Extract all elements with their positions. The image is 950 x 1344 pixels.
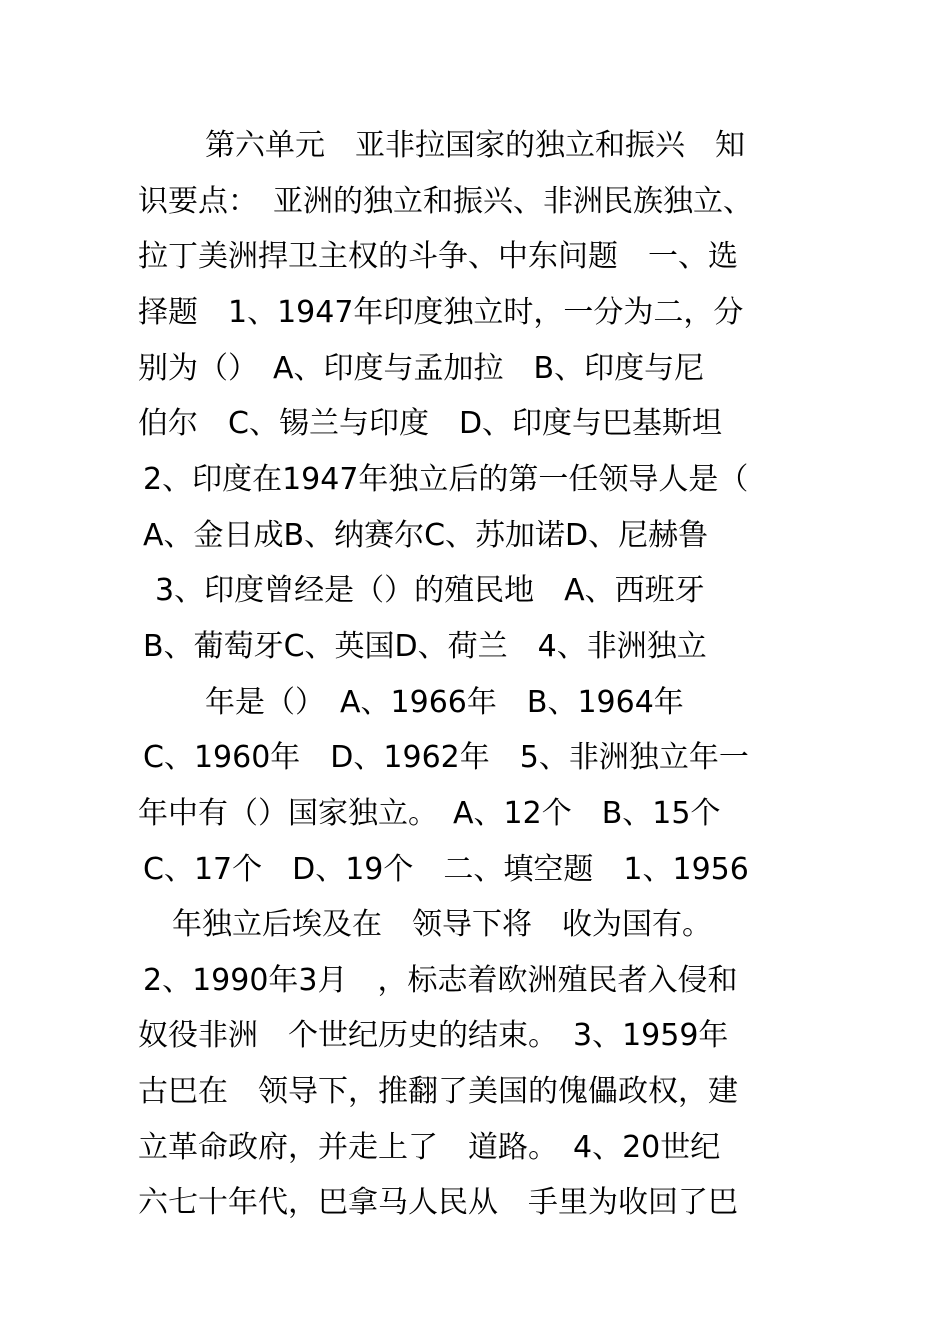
text-line-20: 六七十年代，巴拿马人民从 手里为收回了巴 — [138, 1185, 738, 1220]
text-line-11: 年是（） A、1966年 B、1964年 — [205, 685, 684, 720]
text-line-19: 立革命政府，并走上了 道路。 4、20世纪 — [138, 1130, 721, 1165]
text-line-14: C、17个 D、19个 二、填空题 1、1956 — [143, 852, 749, 887]
text-line-3: 拉丁美洲捍卫主权的斗争、中东问题 一、选 — [138, 239, 738, 274]
text-line-6: 伯尔 C、锡兰与印度 D、印度与巴基斯坦 — [138, 406, 723, 441]
text-line-17: 奴役非洲 个世纪历史的结束。 3、1959年 — [138, 1018, 729, 1053]
text-line-15: 年独立后埃及在 领导下将 收为国有。 — [172, 907, 712, 942]
text-line-1: 第六单元 亚非拉国家的独立和振兴 知 — [205, 128, 745, 163]
text-line-7: 2、印度在1947年独立后的第一任领导人是（ — [143, 462, 749, 497]
text-line-2: 识要点： 亚洲的独立和振兴、非洲民族独立、 — [138, 184, 753, 219]
text-line-9: 3、印度曾经是（）的殖民地 A、西班牙 — [155, 573, 705, 608]
text-line-18: 古巴在 领导下，推翻了美国的傀儡政权，建 — [138, 1074, 738, 1109]
text-line-13: 年中有（）国家独立。 A、12个 B、15个 — [138, 796, 721, 831]
text-line-10: B、葡萄牙C、英国D、荷兰 4、非洲独立 — [143, 629, 707, 664]
text-line-12: C、1960年 D、1962年 5、非洲独立年一 — [143, 740, 749, 775]
text-line-5: 别为（） A、印度与孟加拉 B、印度与尼 — [138, 351, 705, 386]
text-line-4: 择题 1、1947年印度独立时，一分为二，分 — [138, 295, 744, 330]
text-line-8: A、金日成B、纳赛尔C、苏加诺D、尼赫鲁 — [143, 518, 709, 553]
text-line-16: 2、1990年3月 ，标志着欧洲殖民者入侵和 — [143, 963, 738, 998]
